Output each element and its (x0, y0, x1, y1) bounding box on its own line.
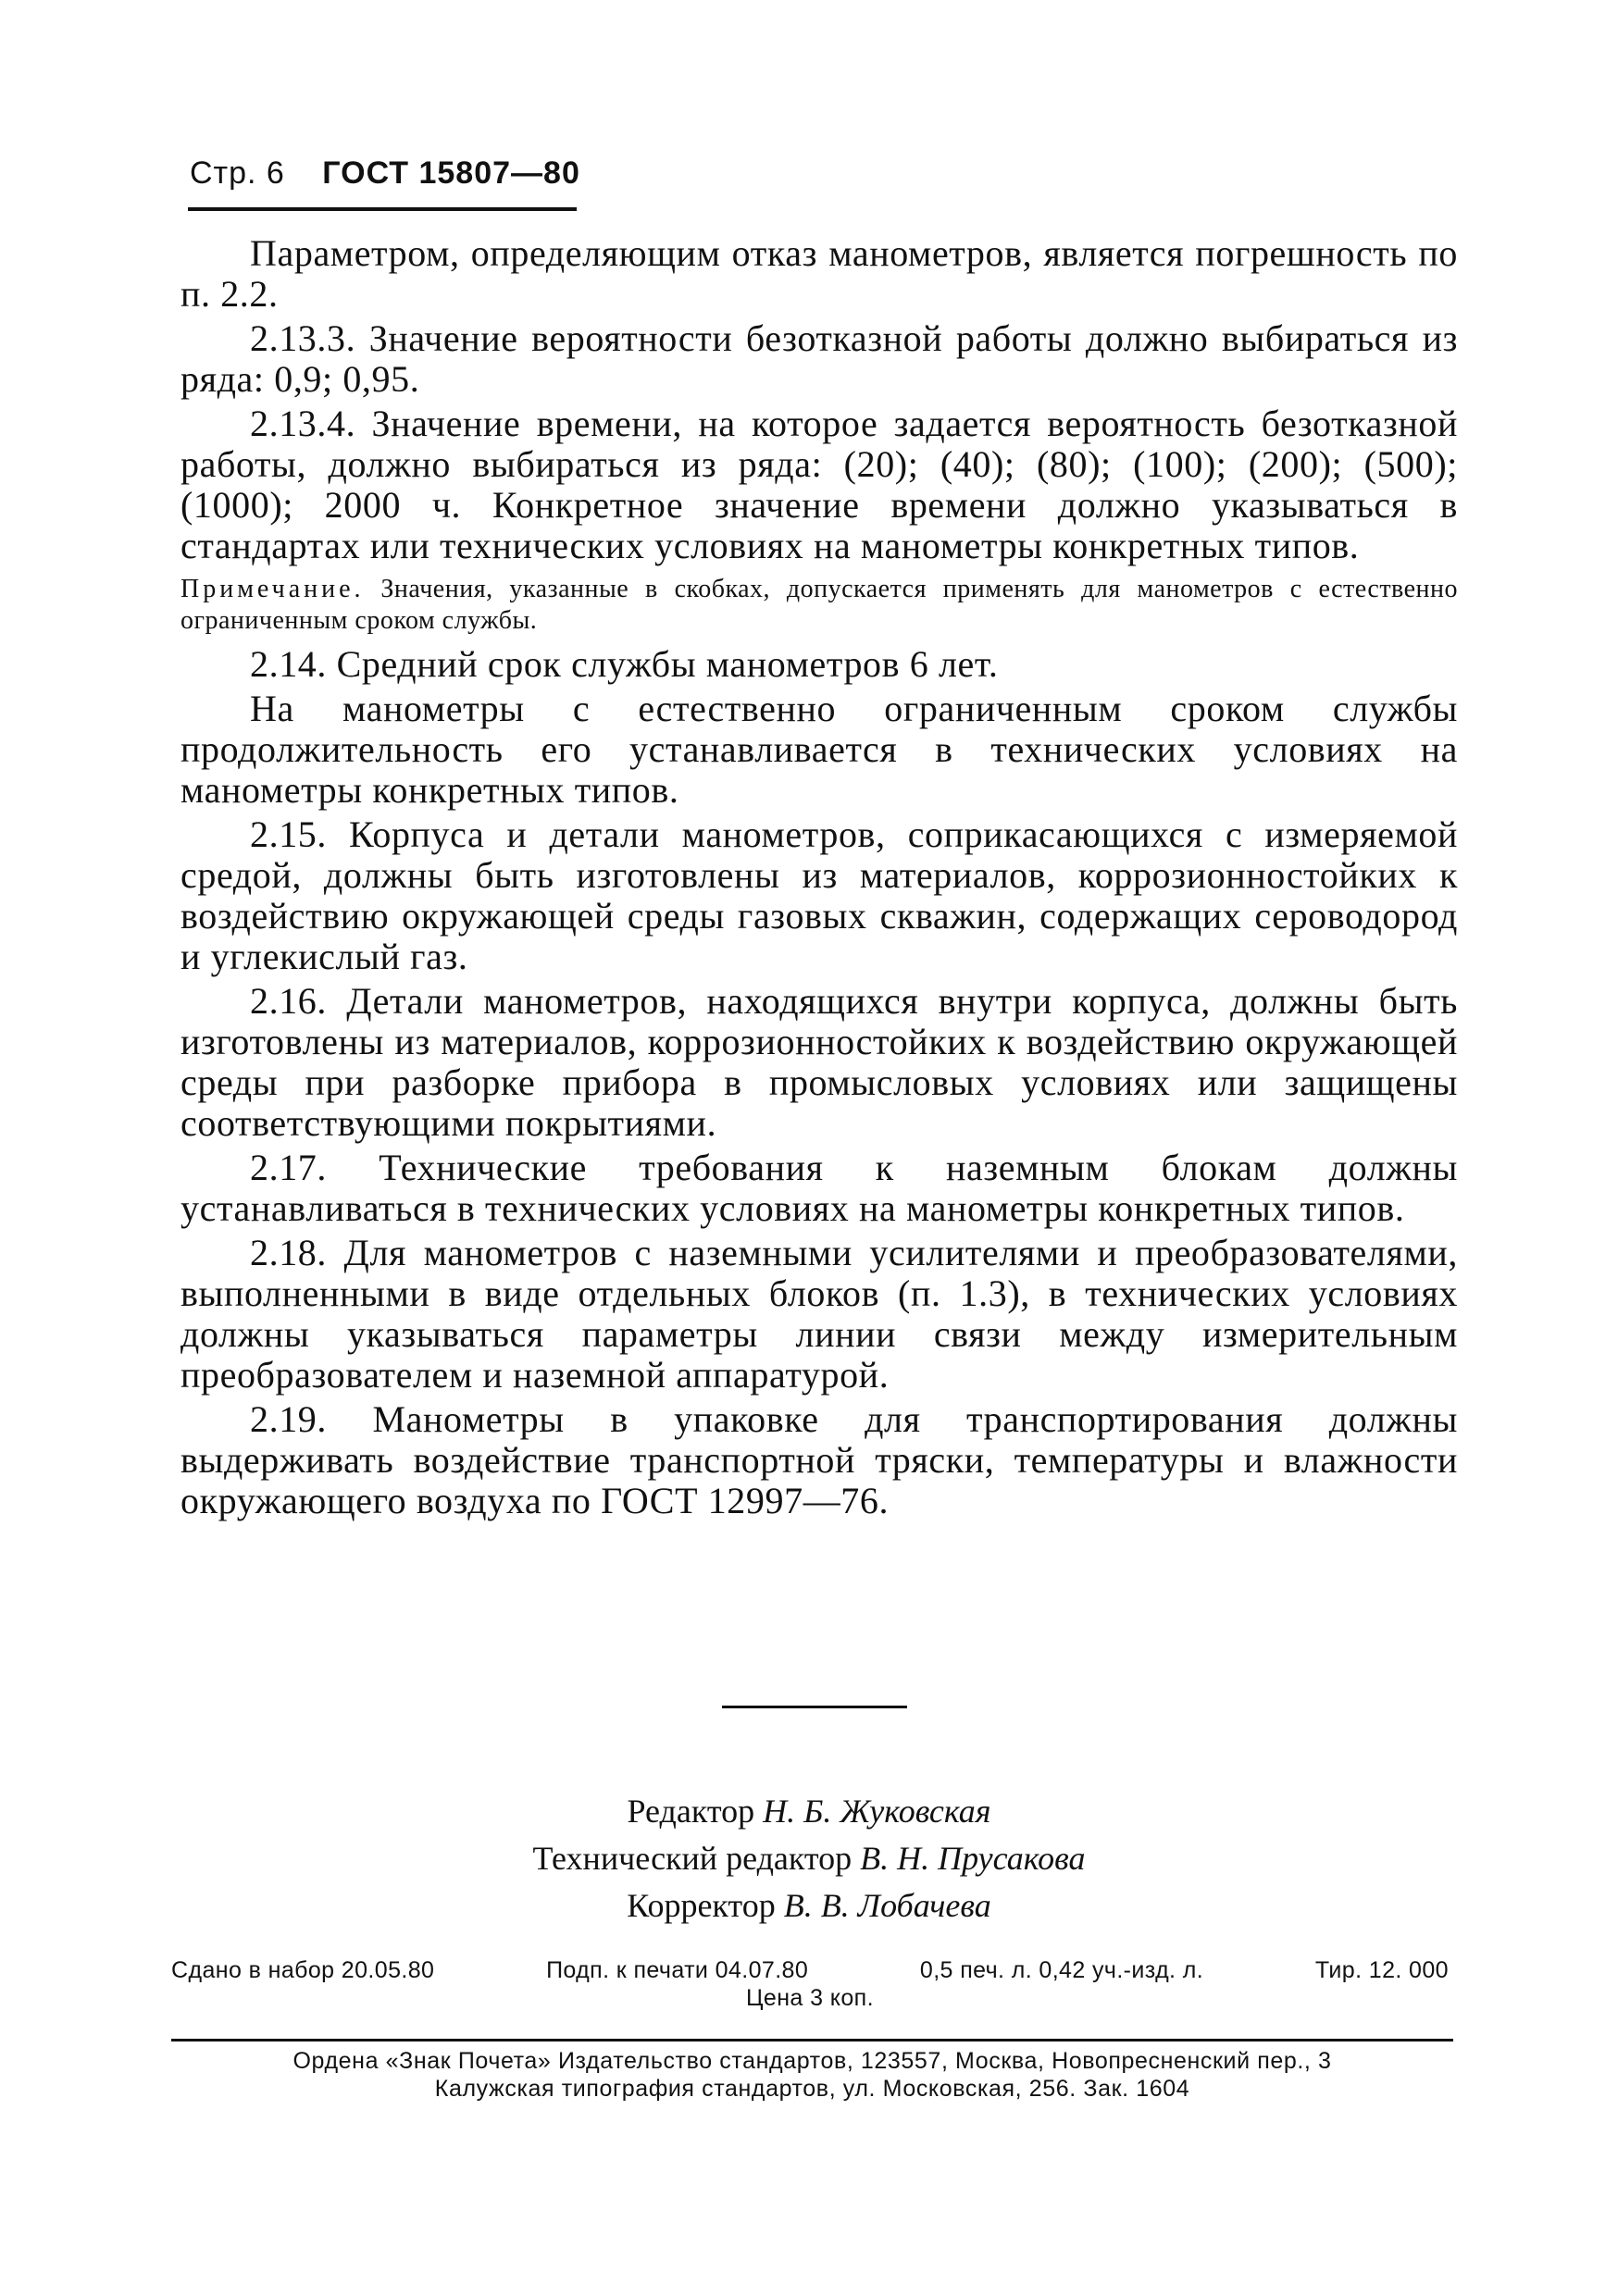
page-header (190, 155, 580, 192)
imprint-typeset: Сдано в набор 20.05.80 (171, 1957, 435, 1983)
credit-tech-editor-role: Технический редактор (532, 1840, 853, 1877)
paragraph-2-18: 2.18. Для манометров с наземными усилителями и преобразователями, выполненными в виде отдельных блоков (п. 1.3), в технических условиях должны указываться параметры линии связи между измерительным преобразователем и наземной аппаратурой. (180, 1232, 1458, 1396)
credits-block (0, 1788, 1618, 1930)
credit-editor-role: Редактор (627, 1793, 755, 1830)
paragraph-2-19: 2.19. Манометры в упаковке для транспортирования должны выдерживать воздействие транспортной тряски, температуры и влажности окружающего воздуха по ГОСТ 12997—76. (180, 1398, 1458, 1521)
publisher-line-1: Ордена «Знак Почета» Издательство стандартов, 123557, Москва, Новопресненский пер., 3 (292, 2048, 1332, 2074)
imprint-row (171, 1956, 1449, 1984)
publisher-line-2: Калужская типография стандартов, ул. Московская, 256. Зак. 1604 (434, 2076, 1190, 2102)
paragraph-2-13-3: 2.13.3. Значение вероятности безотказной работы должно выбираться из ряда: 0,9; 0,95. (180, 317, 1458, 400)
publisher-rule (171, 2039, 1453, 2042)
note (180, 574, 1458, 637)
imprint-signed: Подп. к печати 04.07.80 (546, 1957, 809, 1983)
paragraph-2-14: 2.14. Средний срок службы манометров 6 лет. (250, 643, 999, 685)
credit-proofreader-name: В. В. Лобачева (783, 1887, 991, 1924)
paragraph-service-life: На манометры с естественно ограниченным сроком службы продолжительность его устанавливается в технических условиях на манометры конкретных типов. (180, 688, 1458, 811)
paragraph-2-16: 2.16. Детали манометров, находящихся внутри корпуса, должны быть изготовлены из материалов, коррозионностойких к воздействию окружающей среды при разборке прибора в промысловых условиях или защищены соответствующими покрытиями. (180, 980, 1458, 1144)
publisher-block (171, 2047, 1453, 2103)
page-number: Стр. 6 (190, 155, 285, 191)
credit-editor (0, 1788, 1618, 1835)
credit-proofreader-role: Корректор (627, 1887, 776, 1924)
credit-editor-name: Н. Б. Жуковская (763, 1793, 991, 1830)
credit-tech-editor-name: В. Н. Прусакова (860, 1840, 1086, 1877)
credit-tech-editor (0, 1835, 1618, 1882)
header-rule (188, 207, 577, 211)
paragraph-failure-parameter: Параметром, определяющим отказ манометров, является погрешность по п. 2.2. (180, 232, 1458, 315)
document-body (180, 233, 1458, 1525)
section-divider (722, 1706, 907, 1708)
imprint-price: Цена 3 коп. (746, 1985, 874, 2011)
note-text: Значения, указанные в скобках, допускается применять для манометров с естественно ограниченным сроком службы. (180, 575, 1459, 635)
paragraph-2-17: 2.17. Технические требования к наземным блокам должны устанавливаться в технических условиях на манометры конкретных типов. (180, 1147, 1458, 1229)
credit-proofreader (0, 1882, 1618, 1930)
imprint-sheets: 0,5 печ. л. 0,42 уч.-изд. л. (919, 1957, 1204, 1983)
standard-designation: ГОСТ 15807—80 (322, 155, 580, 191)
imprint-run: Тир. 12. 000 (1314, 1957, 1449, 1983)
note-label: Примечание. (180, 575, 365, 603)
paragraph-2-15: 2.15. Корпуса и детали манометров, соприкасающихся с измеряемой средой, должны быть изготовлены из материалов, коррозионностойких к воздействию окружающей среды газовых скважин, содержащих сероводород и углекислый газ. (180, 813, 1458, 977)
paragraph-2-13-4: 2.13.4. Значение времени, на которое задается вероятность безотказной работы, должно выбираться из ряда: (20); (40); (80); (100); (200); (500); (1000); 2000 ч. Конкретное значение времени должно указываться в стандартах или технических условиях на манометры конкретных типов. (180, 403, 1458, 566)
imprint-block (171, 1956, 1449, 2012)
